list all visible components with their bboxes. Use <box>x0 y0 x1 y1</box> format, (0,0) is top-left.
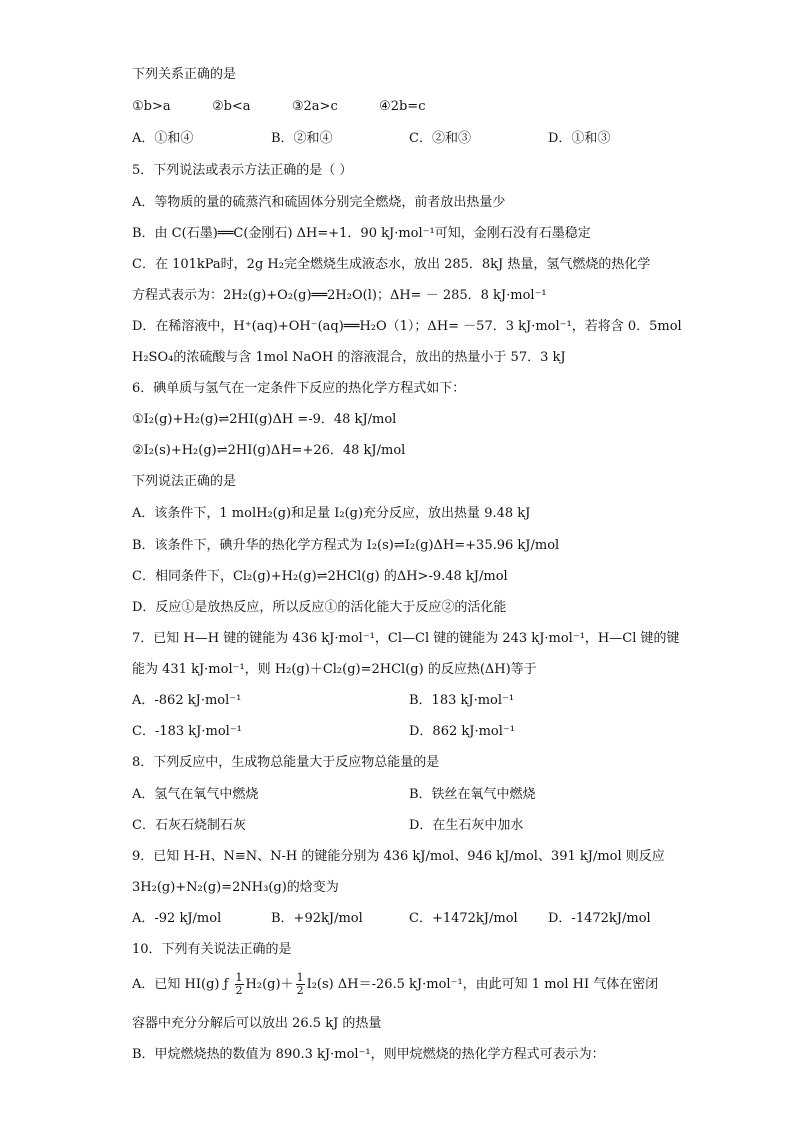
question-9-title-line1: 9．已知 H-H、N≡N、N-H 的键能分别为 436 kJ/mol、946 kJ/mol、391 kJ/mol 则反应 <box>132 849 665 864</box>
question-9-option-b: B．+92kJ/mol <box>271 911 363 926</box>
question-10-option-b: B．甲烷燃烧热的数值为 890.3 kJ·mol⁻¹，则甲烷燃烧的热化学方程式可表示为： <box>132 1047 605 1062</box>
question-10-option-a-part1: A．已知 HI(g) ƒ <box>132 977 229 992</box>
fraction-one-half <box>235 972 244 997</box>
fraction-numerator: 1 <box>235 971 243 984</box>
question-8-option-c: C．石灰石烧制石灰 <box>132 818 246 833</box>
question-8-option-b: B．铁丝在氧气中燃烧 <box>409 787 536 802</box>
fraction-denominator: 2 <box>235 984 243 997</box>
question-10-option-a-part3: I₂(s) ΔH＝-26.5 kJ·mol⁻¹，由此可知 1 mol HI 气体在密闭 <box>306 977 659 992</box>
question-4-option-c: C．②和③ <box>409 131 471 146</box>
question-8-option-a: A．氢气在氧气中燃烧 <box>132 787 259 802</box>
question-4-relations: ①b>a ②b<a ③2a>c ④2b=c <box>132 99 426 114</box>
question-8-title: 8．下列反应中，生成物总能量大于反应物总能量的是 <box>132 755 440 770</box>
question-5-title: 5．下列说法或表示方法正确的是（ ） <box>132 163 353 178</box>
question-6-option-b: B．该条件下，碘升华的热化学方程式为 I₂(s)⇌I₂(g)ΔH=+35.96 kJ/mol <box>132 538 560 553</box>
question-10-option-a-line1 <box>132 971 658 999</box>
question-6-option-d: D．反应①是放热反应，所以反应①的活化能大于反应②的活化能 <box>132 600 507 615</box>
question-9-option-c: C．+1472kJ/mol <box>409 911 518 926</box>
question-7-option-c: C．-183 kJ·mol⁻¹ <box>132 724 242 739</box>
question-4-option-a: A．①和④ <box>132 131 194 146</box>
fraction-numerator: 1 <box>296 971 304 984</box>
fraction-one-half <box>296 972 305 997</box>
question-6-prompt: 下列说法正确的是 <box>132 474 237 489</box>
question-5-option-d-line1: D．在稀溶液中，H⁺(aq)+OH⁻(aq)══H₂O（1）；ΔH= －57．3 kJ·mol⁻¹，若将含 0．5mol <box>132 319 682 334</box>
question-6-option-c: C．相同条件下，Cl₂(g)+H₂(g)⇌2HCl(g) 的ΔH>-9.48 kJ/mol <box>132 569 508 584</box>
question-5-option-c-line1: C．在 101kPa时，2g H₂完全燃烧生成液态水，放出 285．8kJ 热量，氢气燃烧的热化学 <box>132 257 651 272</box>
question-9-option-a: A．-92 kJ/mol <box>132 911 222 926</box>
question-6-option-a: A．该条件下，1 molH₂(g)和足量 I₂(g)充分反应，放出热量 9.48 kJ <box>132 506 531 521</box>
question-5-option-a: A．等物质的量的硫蒸汽和硫固体分别完全燃烧，前者放出热量少 <box>132 195 506 210</box>
question-4-prompt: 下列关系正确的是 <box>132 67 237 82</box>
question-6-equation-2: ②I₂(s)+H₂(g)⇌2HI(g)ΔH=+26．48 kJ/mol <box>132 443 406 458</box>
question-10-title: 10．下列有关说法正确的是 <box>132 942 292 957</box>
question-10-option-a-line2: 容器中充分分解后可以放出 26.5 kJ 的热量 <box>132 1016 382 1031</box>
question-7-option-a: A．-862 kJ·mol⁻¹ <box>132 693 242 708</box>
question-5-option-d-line2: H₂SO₄的浓硫酸与含 1mol NaOH 的溶液混合，放出的热量小于 57．3 kJ <box>132 350 566 365</box>
question-4-option-b: B．②和④ <box>271 131 333 146</box>
question-5-option-c-line2: 方程式表示为：2H₂(g)+O₂(g)══2H₂O(l)；ΔH= － 285．8 kJ·mol⁻¹ <box>132 288 547 303</box>
question-9-option-d: D．-1472kJ/mol <box>548 911 651 926</box>
question-7-title-line2: 能为 431 kJ·mol⁻¹，则 H₂(g)＋Cl₂(g)=2HCl(g) 的反应热(ΔH)等于 <box>132 662 537 677</box>
question-7-option-b: B．183 kJ·mol⁻¹ <box>409 693 515 708</box>
question-6-title: 6．碘单质与氢气在一定条件下反应的热化学方程式如下： <box>132 381 466 396</box>
question-10-option-a-part2: H₂(g)＋ <box>245 977 294 992</box>
question-8-option-d: D．在生石灰中加水 <box>409 818 524 833</box>
question-5-option-b: B．由 C(石墨)══C(金刚石) ΔH=+1．90 kJ·mol⁻¹可知，金刚石没有石墨稳定 <box>132 226 591 241</box>
fraction-denominator: 2 <box>296 984 304 997</box>
question-9-title-line2: 3H₂(g)+N₂(g)=2NH₃(g)的焓变为 <box>132 880 339 895</box>
question-6-equation-1: ①I₂(g)+H₂(g)⇌2HI(g)ΔH =-9．48 kJ/mol <box>132 412 397 427</box>
question-7-option-d: D．862 kJ·mol⁻¹ <box>409 724 515 739</box>
question-7-title-line1: 7．已知 H—H 键的键能为 436 kJ·mol⁻¹，Cl—Cl 键的键能为 243 kJ·mol⁻¹，H—Cl 键的键 <box>132 631 680 646</box>
question-4-option-d: D．①和③ <box>548 131 611 146</box>
